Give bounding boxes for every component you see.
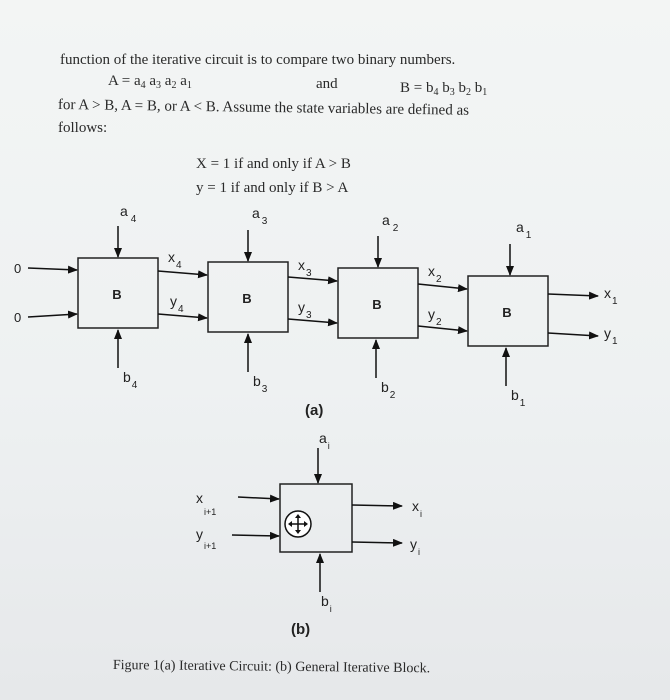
and-word: and (316, 76, 338, 92)
problem-line-3: for A > B, A = B, or A < B. Assume the state variables are defined as (57, 97, 470, 119)
diagram-a-label: (a) (305, 402, 324, 419)
xi1-label: $x_{i+1}$ (196, 490, 217, 517)
a-definition: $A = a_4$ $a_3$ $a_2$ $a_1$ (108, 73, 192, 91)
x-initial-input-value: 0 (14, 261, 22, 276)
problem-line-4: follows: (58, 120, 108, 136)
x-initial-arrow (28, 268, 77, 270)
x-state-definition: X = 1 if and only if A > B (196, 156, 351, 172)
stage-2-block (338, 268, 418, 338)
bi-label: $b_i$ (321, 593, 332, 614)
x2-label: $x_2$ (428, 263, 442, 285)
stage-1-block (468, 276, 548, 346)
b4-label: $b_4$ (123, 369, 138, 391)
y1-output-arrow (548, 333, 598, 336)
x3-arrow (288, 277, 337, 281)
block-label: B (242, 291, 252, 306)
xi-label: $x_i$ (412, 498, 422, 519)
x4-label: $x_4$ (168, 249, 182, 271)
y2-arrow (418, 326, 467, 331)
x3-label: $x_3$ (298, 257, 312, 279)
x4-arrow (158, 271, 207, 275)
block-label: B (372, 297, 382, 312)
problem-line-1: function of the iterative circuit is to compare two binary numbers. (60, 52, 456, 68)
xi1-arrow (238, 497, 279, 499)
a4-label: $a_4$ (120, 203, 137, 225)
stage-4-block (78, 258, 158, 328)
figure-caption: Figure 1(a) Iterative Circuit: (b) General Iterative Block. (112, 658, 431, 677)
yi1-label: $y_{i+1}$ (196, 526, 217, 551)
x2-arrow (418, 284, 467, 289)
x1-output-label: $x_1$ (604, 285, 618, 307)
b3-label: $b_3$ (253, 373, 268, 395)
ai-label: $a_i$ (319, 430, 330, 451)
stage-3-block (208, 262, 288, 332)
y-initial-arrow (28, 314, 77, 317)
yi-label: $y_i$ (410, 536, 420, 557)
b2-label: $b_2$ (381, 379, 396, 401)
y-initial-input-value: 0 (14, 310, 22, 325)
yi1-arrow (232, 535, 279, 536)
y3-label: $y_3$ (298, 299, 312, 321)
y4-label: $y_4$ (170, 293, 184, 315)
b-definition: $B = b_4$ $b_3$ $b_2$ $b_1$ (400, 80, 488, 98)
diagram-b-label: (b) (291, 621, 311, 638)
a1-label: $a_1$ (516, 219, 532, 241)
b1-label: $b_1$ (511, 387, 526, 409)
a3-label: $a_3$ (252, 205, 268, 227)
x1-output-arrow (548, 294, 598, 296)
y-state-definition: y = 1 if and only if B > A (196, 180, 349, 196)
move-cursor-icon (285, 511, 311, 537)
xi-arrow (352, 505, 402, 506)
y2-label: $y_2$ (428, 306, 442, 328)
y3-arrow (288, 319, 337, 323)
y1-output-label: $y_1$ (604, 325, 618, 347)
block-label: B (112, 287, 122, 302)
a2-label: $a_2$ (382, 212, 399, 234)
yi-arrow (352, 542, 402, 543)
block-label: B (502, 305, 512, 320)
